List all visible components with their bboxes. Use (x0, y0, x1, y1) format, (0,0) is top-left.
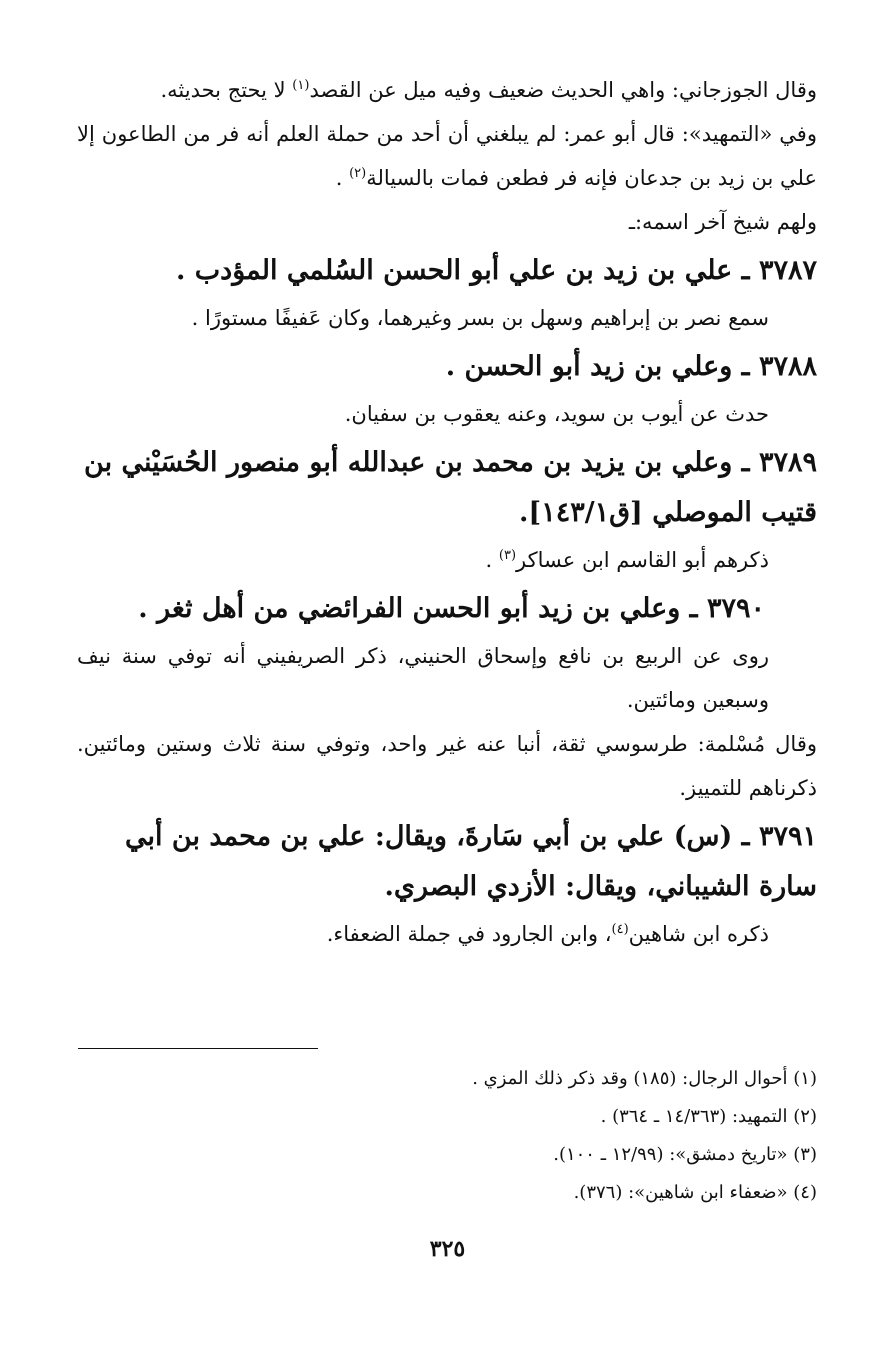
footnote-1: (١) أحوال الرجال: (١٨٥) وقد ذكر ذلك المزي . (472, 1068, 817, 1089)
entry-text-tail: . (485, 548, 499, 572)
footnote-ref: (٢) (349, 166, 367, 181)
entry-text-3787: سمع نصر بن إبراهيم وسهل بن بسر وغيرهما، وكان عَفيفًا مستورًا . (191, 306, 769, 330)
paragraph-jawzajani (77, 68, 817, 112)
footnote-separator (78, 1048, 318, 1049)
paragraph-another-sheikh: ولهم شيخ آخر اسمه:ـ (628, 210, 817, 234)
entry-text-3791 (77, 912, 817, 956)
footnote-ref: (١) (292, 78, 310, 93)
paragraph-tamhid (77, 112, 817, 200)
footnote-ref: (٤) (611, 922, 629, 937)
paragraph-text: وفي «التمهيد»: قال أبو عمر: لم يبلغني أن أحد من حملة العلم أنه فر من الطاعون إلا علي بن زيد بن جدعان فإنه فر فطعن فمات بالسيالة (77, 122, 817, 190)
entry-text-3790-muslima: وقال مُسْلمة: طرسوسي ثقة، أنبا عنه غير واحد، وتوفي سنة ثلاث وستين ومائتين. ذكرناهم للتمييز. (77, 732, 817, 800)
page-number: ٣٢٥ (429, 1236, 466, 1262)
footnote-2: (٢) التمهيد: (١٤/٣٦٣ ـ ٣٦٤) . (600, 1106, 817, 1127)
entry-text-3788: حدث عن أيوب بن سويد، وعنه يعقوب بن سفيان. (344, 402, 769, 426)
entry-heading-3787: ٣٧٨٧ ـ علي بن زيد بن علي أبو الحسن السُلمي المؤدب . (175, 255, 817, 286)
paragraph-text-tail: لا يحتج بحديثه. (160, 78, 293, 102)
paragraph-text: وقال الجوزجاني: واهي الحديث ضعيف وفيه ميل عن القصد (309, 78, 817, 102)
entry-heading-3789: ٣٧٨٩ ـ وعلي بن يزيد بن محمد بن عبدالله أبو منصور الحُسَيْني بن قتيب الموصلي [ق١٤٣/١]. (84, 447, 817, 528)
entry-heading-3790: ٣٧٩٠ ـ وعلي بن زيد أبو الحسن الفرائضي من أهل ثغر . (138, 593, 765, 624)
footnote-4: (٤) «ضعفاء ابن شاهين»: (٣٧٦). (573, 1182, 817, 1203)
entry-heading-3788: ٣٧٨٨ ـ وعلي بن زيد أبو الحسن . (445, 351, 817, 382)
entry-text-tail: ، وابن الجارود في جملة الضعفاء. (326, 922, 612, 946)
entry-text-3789 (77, 538, 817, 582)
main-text (77, 68, 817, 956)
footnotes (77, 1060, 817, 1212)
footnote-ref: (٣) (498, 548, 517, 563)
entry-text: ذكرهم أبو القاسم ابن عساكر (516, 548, 769, 572)
entry-text-3790: روى عن الربيع بن نافع وإسحاق الحنيني، ذكر الصريفيني أنه توفي سنة نيف وسبعين ومائتين. (77, 644, 769, 712)
footnote-3: (٣) «تاريخ دمشق»: (١٢/٩٩ ـ ١٠٠). (553, 1144, 817, 1165)
entry-heading-3791: ٣٧٩١ ـ (س) علي بن أبي سَارةَ، ويقال: علي بن محمد بن أبي سارة الشيباني، ويقال: الأزدي البصري. (124, 821, 817, 902)
entry-text: ذكره ابن شاهين (628, 922, 769, 946)
paragraph-text-tail: . (335, 166, 350, 190)
